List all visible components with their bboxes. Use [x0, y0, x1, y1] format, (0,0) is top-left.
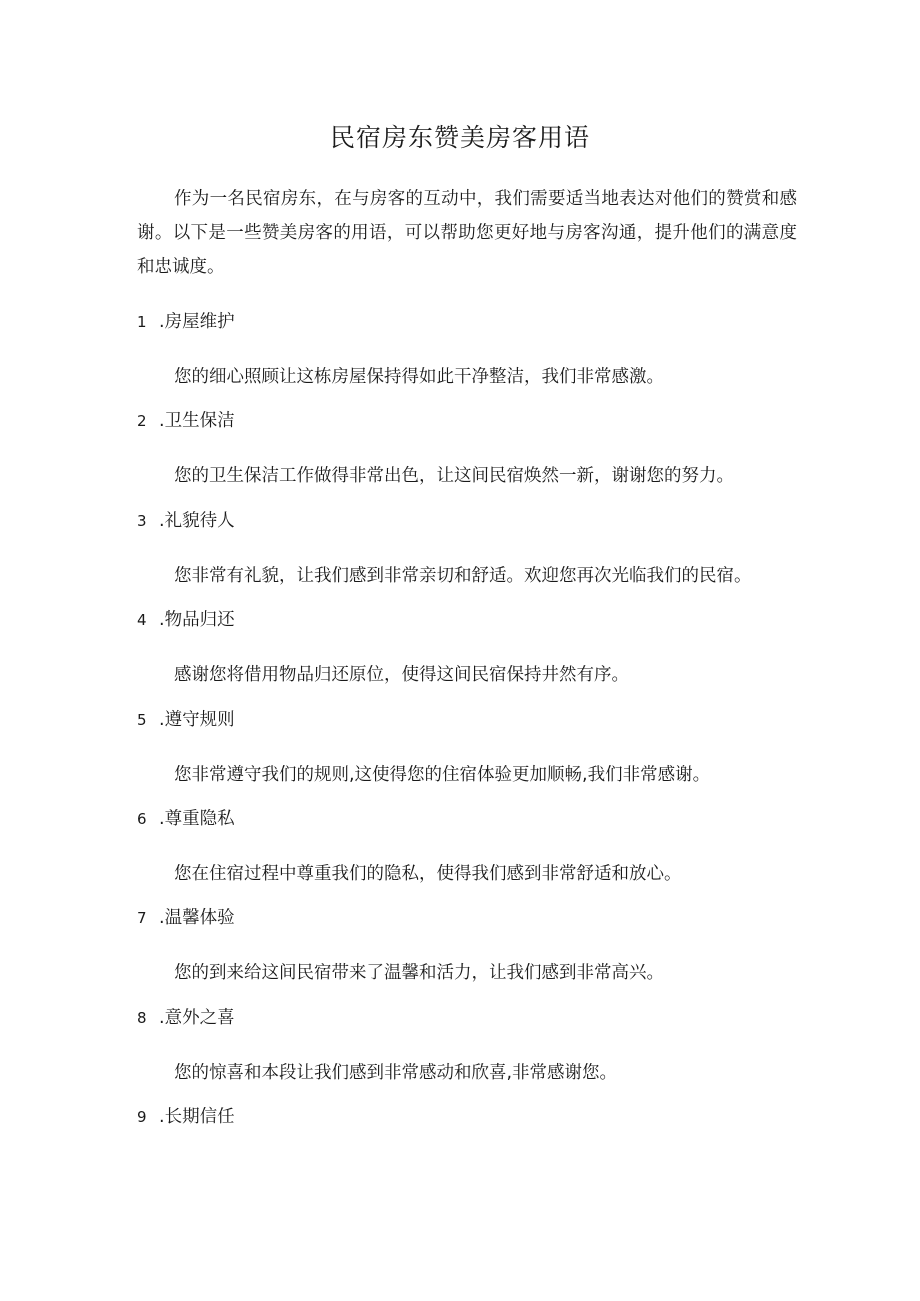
section-body: 感谢您将借用物品归还原位，使得这间民宿保持井然有序。 [174, 665, 629, 686]
section-item [0, 703, 920, 802]
section-heading [137, 305, 235, 339]
section-item [0, 802, 920, 901]
section-heading-text: .长期信任 [159, 1107, 235, 1128]
section-heading [137, 504, 235, 538]
section-heading [137, 703, 235, 737]
section-heading-text: .房屋维护 [159, 312, 235, 332]
section-item [0, 305, 920, 404]
document-title: 民宿房东赞美房客用语 [329, 123, 590, 152]
section-body: 您的细心照顾让这栋房屋保持得如此干净整洁，我们非常感激。 [174, 367, 664, 387]
section-heading-text: .温馨体验 [159, 908, 235, 929]
section-body: 您的到来给这间民宿带来了温馨和活力，让我们感到非常高兴。 [174, 963, 664, 984]
section-heading [137, 1001, 235, 1035]
section-number: 6 [137, 809, 147, 828]
section-number: 5 [137, 710, 147, 729]
section-number: 2 [137, 412, 147, 431]
section-heading-text: .礼貌待人 [159, 510, 235, 531]
section-number: 3 [137, 511, 147, 530]
section-heading-text: .遵守规则 [159, 709, 235, 730]
section-number: 7 [137, 909, 147, 928]
section-item [0, 1100, 920, 1199]
section-heading [137, 603, 235, 637]
section-item [0, 404, 920, 503]
section-heading [137, 404, 235, 438]
section-heading-text: .尊重隐私 [159, 808, 235, 829]
intro-paragraph: 作为一名民宿房东，在与房客的互动中，我们需要适当地表达对他们的赞赏和感谢。以下是一些赞美房客的用语，可以帮助您更好地与房客沟通，提升他们的满意度和忠诚度。 [137, 189, 797, 277]
section-item [0, 1001, 920, 1100]
section-body: 您的惊喜和本段让我们感到非常感动和欣喜,非常感谢您。 [174, 1062, 618, 1083]
section-item [0, 901, 920, 1000]
section-heading-text: .物品归还 [159, 610, 235, 631]
section-body: 您的卫生保洁工作做得非常出色，让这间民宿焕然一新，谢谢您的努力。 [174, 466, 734, 487]
section-heading [137, 802, 235, 836]
section-body: 您在住宿过程中尊重我们的隐私，使得我们感到非常舒适和放心。 [174, 863, 682, 884]
section-heading [137, 901, 235, 935]
section-heading-text: .意外之喜 [159, 1007, 235, 1028]
section-number: 1 [137, 313, 147, 331]
section-number: 8 [137, 1008, 147, 1027]
section-body: 您非常遵守我们的规则,这使得您的住宿体验更加顺畅,我们非常感谢。 [174, 764, 711, 785]
section-body: 您非常有礼貌，让我们感到非常亲切和舒适。欢迎您再次光临我们的民宿。 [174, 565, 752, 586]
section-number: 9 [137, 1108, 147, 1127]
sections-list [0, 305, 920, 1200]
section-number: 4 [137, 611, 147, 630]
section-item [0, 603, 920, 702]
section-heading-text: .卫生保洁 [159, 411, 235, 432]
section-heading [137, 1100, 235, 1134]
section-item [0, 504, 920, 603]
